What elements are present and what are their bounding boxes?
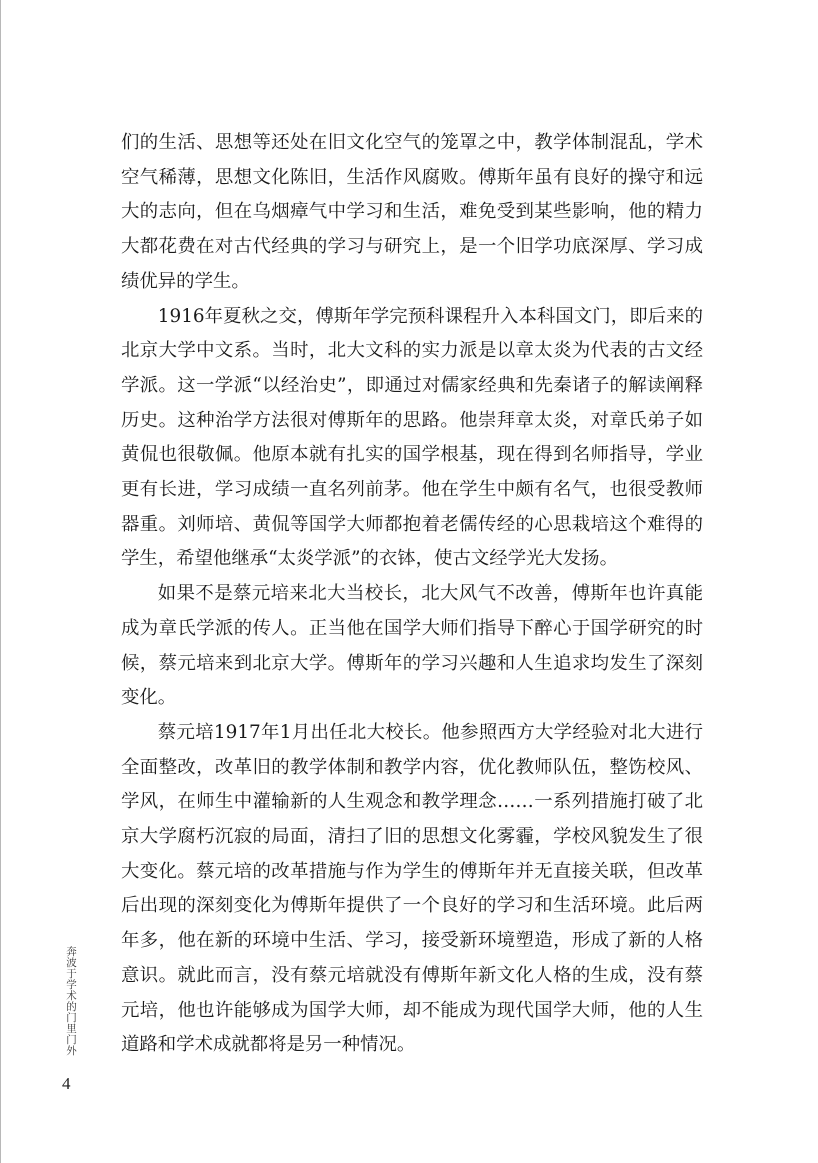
body-text	[121, 126, 703, 1063]
page-number: 4	[62, 1074, 71, 1093]
paragraph: 如果不是蔡元培来北大当校长，北大风气不改善，傅斯年也许真能成为章氏学派的传人。正当他在国学大师们指导下醉心于国学研究的时候，蔡元培来到北京大学。傅斯年的学习兴趣和人生追求均发生了深刻变化。	[121, 583, 703, 709]
paragraph: 蔡元培1917年1月出任北大校长。他参照西方大学经验对北大进行全面整改，改革旧的教学体制和教学内容，优化教师队伍，整饬校风、学风，在师生中灌输新的人生观念和教学理念……一系列措施打破了北京大学腐朽沉寂的局面，清扫了旧的思想文化雾霾，学校风貌发生了很大变化。蔡元培的改革措施与作为学生的傅斯年并无直接关联，但改革后出现的深刻变化为傅斯年提供了一个良好的学习和生活环境。此后两年多，他在新的环境中生活、学习，接受新环境塑造，形成了新的人格意识。就此而言，没有蔡元培就没有傅斯年新文化人格的生成，没有蔡元培，他也许能够成为国学大师，却不能成为现代国学大师，他的人生道路和学术成就都将是另一种情况。	[121, 721, 703, 1056]
paragraph: 1916年夏秋之交，傅斯年学完预科课程升入本科国文门，即后来的北京大学中文系。当时，北大文科的实力派是以章太炎为代表的古文经学派。这一学派“以经治史”，即通过对儒家经典和先秦诸子的解读阐释历史。这种治学方法很对傅斯年的思路。他崇拜章太炎，对章氏弟子如黄侃也很敬佩。他原本就有扎实的国学根基，现在得到名师指导，学业更有长进，学习成绩一直名列前茅。他在学生中颇有名气，也很受教师器重。刘师培、黄侃等国学大师都抱着老儒传经的心思栽培这个难得的学生，希望他继承“太炎学派”的衣钵，使古文经学光大发扬。	[121, 305, 703, 570]
paragraph-continued: 们的生活、思想等还处在旧文化空气的笼罩之中，教学体制混乱，学术空气稀薄，思想文化陈旧，生活作风腐败。傅斯年虽有良好的操守和远大的志向，但在乌烟瘴气中学习和生活，难免受到某些影响，他的精力大都花费在对古代经典的学习与研究上，是一个旧学功底深厚、学习成绩优异的学生。	[121, 132, 703, 292]
running-head: 奔波于学术的门里门外	[65, 946, 77, 1056]
